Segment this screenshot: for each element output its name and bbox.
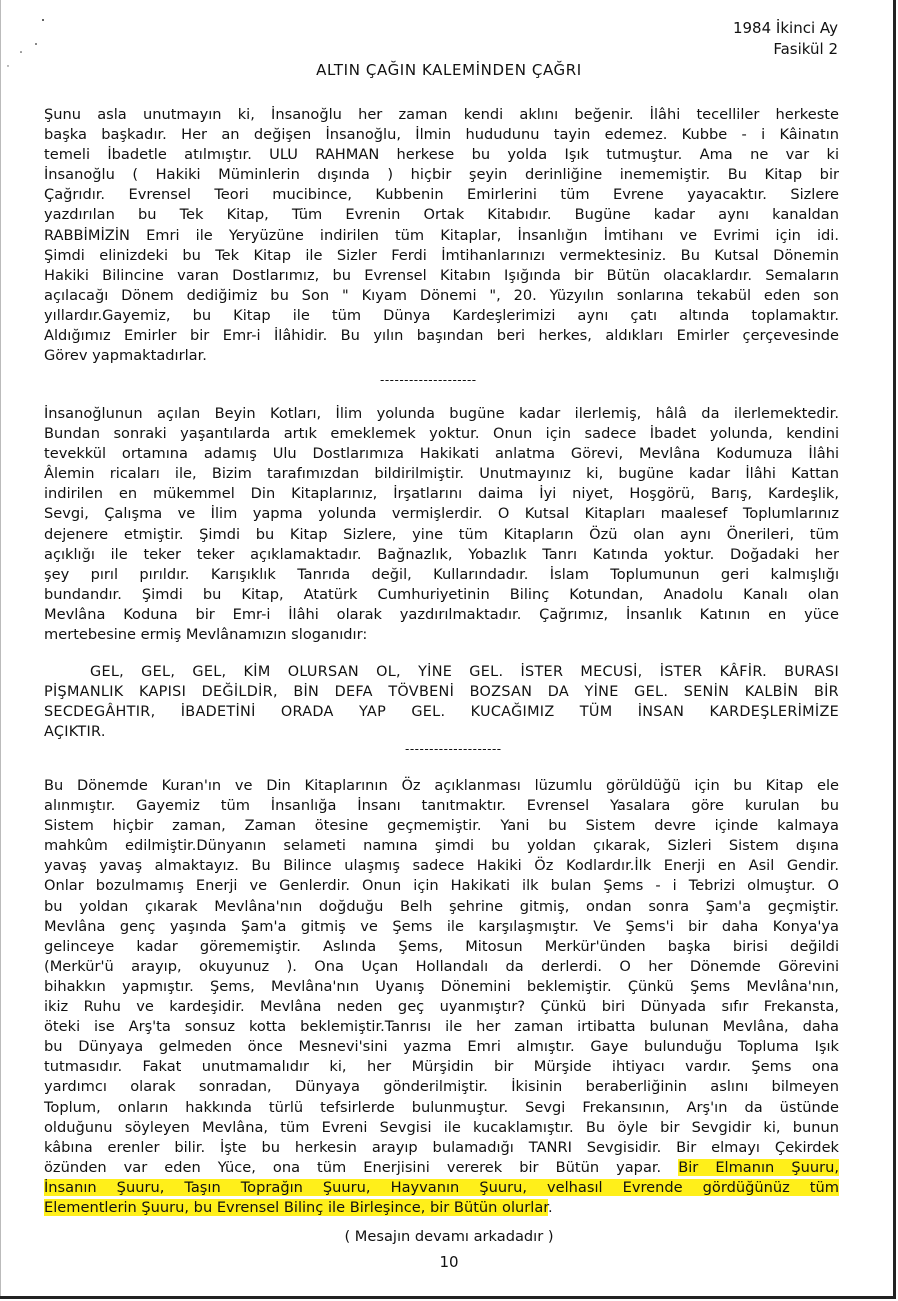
text-line: İnsanoğlu ( Hakiki Müminlerin dışında ) hiçbir şeyin derinliğine inememiştir. Bu Kitap bir	[44, 166, 839, 184]
continued-note: ( Mesajın devamı arkadadır )	[344, 1228, 554, 1245]
slogan-line: SECDEGÂHTIR, İBADETİNİ ORADA YAP GEL. KUCAĞIMIZ TÜM İNSAN KARDEŞLERİMİZE	[44, 704, 839, 721]
text-line: yardımcı olarak sonradan, Dünyaya gönderilmiştir. İkisinin beraberliğinin aslını bilmeyen	[44, 1078, 839, 1096]
slogan-line: GEL, GEL, GEL, KİM OLURSAN OL, YİNE GEL. İSTER MECUSİ, İSTER KÂFİR. BURASI	[90, 664, 839, 680]
text-line: kâbına erenler bilir. İşte bu herkesin arayıp bulamadığı TANRI Sevgisidir. Bir elmayı Çekirdek	[44, 1138, 839, 1156]
text-line: mahkûm edilmiştir.Dünyanın selameti namına şimdi bu yoldan çıkarak, Sizleri Sistem dışına	[44, 837, 839, 855]
paragraph-2	[44, 404, 839, 645]
text-line: Hakiki Bilincine varan Dostlarımız, bu Evrensel Kitabın Işığında bir Bütün olacaklardır. Semaların	[44, 266, 839, 284]
text-line: Aldığımız Emirler bir Emr-i İlâhidir. Bu yılın başından beri herkes, aldıkları Emirler çerçevesinde	[44, 327, 839, 345]
page-number: 10	[439, 1253, 459, 1271]
slogan-line: PİŞMANLIK KAPISI DEĞİLDİR, BİN DEFA TÖVBENİ BOZSAN DA YİNE GEL. SENİN KALBİN BİR	[44, 684, 839, 701]
issue-date: 1984 İkinci Ay	[732, 19, 838, 37]
text-line: ikiz Ruhu ve kardeşidir. Mevlâna neden geç uyanmıştır? Çünkü biri Dünyada sıfır Frekansta,	[44, 998, 839, 1016]
text-line: Onlar bozulmamış Enerji ve Genlerdir. Onun için Hakikati ilk bulan Şems - i Tebrizi olmuştur. O	[44, 877, 839, 895]
text-line: Toplum, onların hakkında türlü tefsirlerde bulunmuştur. Sevgi Frekansının, Arş'ın da üstünde	[44, 1098, 839, 1116]
text-line: yazdırılan bu Tek Kitap, Tüm Evrenin Ortak Kitabıdır. Bugüne kadar aynı kanaldan	[44, 206, 839, 224]
text-line: RABBİMİZİN Emri ile Yeryüzüne indirilen tüm Kitaplar, İnsanlığın İmtihanı ve Evrimi için idi.	[44, 226, 839, 244]
text-line: bu yoldan çıkarak Mevlâna'nın doğduğu Belh şehrine gitmiş, ondan sonra Şam'a geçmiştir.	[44, 897, 839, 915]
text-line: yavaş yavaş almaktayız. Bu Bilince ulaşmış sadece Hakiki Öz Kodlardır.İlk Enerji en Asil Gendir.	[44, 857, 839, 875]
text-line: tevekkül ortamına adamış Ulu Dostlarımıza Hakikati anlatma Görevi, Mevlâna Kodumuza İlâhi	[44, 445, 839, 463]
plain-text: özünden var eden Yüce, ona tüm Enerjisini vererek bir Bütün yapar.	[44, 1158, 679, 1176]
text-line: olduğunu söyleyen Mevlâna, tüm Evreni Sevgisi ile kucaklamıştır. Bu öyle bir Sevgidir ki, bunun	[44, 1118, 839, 1136]
text-line: alınmıştır. Gayemiz tüm İnsanlığa İnsanı tanıtmaktır. Evrensel Yasalara göre kurulan bu	[44, 797, 839, 815]
text-line	[44, 1158, 839, 1178]
text-line: İnsanoğlunun açılan Beyin Kotları, İlim yolunda bugüne kadar ilerlemiş, hâlâ da ilerlemektedir.	[44, 405, 839, 422]
slogan-line: AÇIKTIR.	[44, 724, 106, 741]
mevlana-slogan	[44, 662, 839, 742]
text-line: (Merkür'ü arayıp, okuyunuz ). Ona Uçan Hollandalı da derlerdi. O her Dönemde Görevini	[44, 957, 839, 975]
text-line: Bundan sonraki yaşantılarda artık emeklemek yoktur. Onun için sadece İbadet yolunda, kendini	[44, 425, 839, 443]
text-line: temeli İbadetle atılmıştır. ULU RAHMAN herkese bu yolda Işık tutmuştur. Ama ne var ki	[44, 146, 839, 164]
issue-header	[733, 18, 838, 60]
highlighted-text: İnsanın Şuuru, Taşın Toprağın Şuuru, Hayvanın Şuuru, velhasıl Evrende gördüğünüz tüm	[44, 1178, 839, 1196]
text-line: dejenere etmiştir. Şimdi bu Kitap Sizlere, yine tüm Kitapların Özü olan aynı Önerileri, tüm	[44, 525, 839, 543]
page-title: ALTIN ÇAĞIN KALEMİNDEN ÇAĞRI	[316, 61, 582, 79]
text-line: Şimdi elinizdeki bu Tek Kitap ile Sizler Ferdi İmtihanlarınızı vermektesiniz. Bu Kutsal Dönemin	[44, 246, 839, 264]
text-line: mertebesine ermiş Mevlânamızın sloganıdır:	[44, 626, 368, 644]
text-line: bundandır. Şimdi bu Kitap, Atatürk Cumhuriyetinin Bilinç Kotundan, Anadolu Kanalı olan	[44, 585, 839, 603]
text-line: yıllardır.Gayemiz, bu Kitap ile tüm Dünya Kardeşlerimizi aynı çatı altında toplamaktır.	[44, 306, 839, 324]
paragraph-1	[44, 105, 839, 366]
text-line: bu Dünyaya gelmeden önce Mesnevi'sini yazma Emri almıştır. Gaye bulunduğu Topluma Işık	[44, 1038, 839, 1056]
text-line: Âlemin ricaları ile, Bizim tarafımızdan bildirilmiştir. Unutmayınız ki, bugüne kadar İlâhi Kattan	[44, 465, 839, 483]
highlighted-text: Elementlerin Şuuru, bu Evrensel Bilinç ile Birleşince, bir Bütün olurlar	[44, 1198, 548, 1216]
text-line: Çağrıdır. Evrensel Teori mucibince, Kubbenin Emirlerini tüm Evrene yayacaktır. Sizlere	[44, 186, 839, 204]
text-line: Sevgi, Çalışma ve İlim yapma yolunda vermişlerdir. O Kutsal Kitapları maalesef Toplumlarınız	[44, 505, 839, 523]
text-line: açılacağı Dönem dediğimiz bu Son " Kıyam Dönemi ", 20. Yüzyılın sonlarına tekabül eden son	[44, 286, 839, 304]
text-line: Mevlâna genç yaşında Şam'a gitmiş ve Şems ile karşılaşmıştır. Ve Şems'i bir daha Konya'ya	[44, 917, 839, 935]
text-line: açıklığı ile teker teker açıklamaktadır. Bağnazlık, Yobazlık Tanrı Katında yoktur. Doğadaki her	[44, 545, 839, 563]
text-line: bihakkın yapmıştır. Şems, Mevlâna'nın Uyanış Dönemini beklemiştir. Çünkü Şems Mevlâna'nın,	[44, 977, 839, 995]
fascicle-number: Fasikül 2	[773, 40, 838, 58]
text-line: Şunu asla unutmayın ki, İnsanoğlu her zaman kendi aklını beğenir. İlâhi tecelliler herkeste	[44, 106, 839, 123]
highlighted-text: Bir Elmanın Şuuru,	[678, 1158, 839, 1176]
paragraph-3	[44, 776, 839, 1218]
text-line: indirilen en mükemmel Din Kitaplarınız, İrşatlarını daima İyi niyet, Hoşgörü, Barış, Kardeşlik,	[44, 485, 839, 503]
section-separator: --------------------	[405, 742, 502, 756]
text-line	[44, 1198, 839, 1218]
text-line: gelinceye kadar görememiştir. Aslında Şems, Mitosun Merkür'ünden başka birisi değildi	[44, 937, 839, 955]
text-line: Bu Dönemde Kuran'ın ve Din Kitaplarının Öz açıklanması lüzumlu görüldüğü için bu Kitap ele	[44, 777, 839, 794]
text-line: başka başkadır. Her an değişen İnsanoğlu, İlmin hududunu tayin edemez. Kubbe - i Kâinatın	[44, 126, 839, 144]
text-line: Görev yapmaktadırlar.	[44, 347, 207, 365]
text-line: öteki ise Arş'ta sonsuz kotta beklemiştir.Tanrısı ile her zaman irtibatta bulunan Mevlâna, daha	[44, 1018, 839, 1036]
text-line: Sistem hiçbir zaman, Zaman ötesine geçmemiştir. Yani bu Sistem devre içinde kalmaya	[44, 817, 839, 835]
text-line	[44, 1178, 839, 1198]
section-separator: --------------------	[380, 373, 477, 387]
text-line: Mevlâna Koduna bir Emr-i İlâhi olarak yazdırılmaktadır. Çağrımız, İnsanlık Katının en yüce	[44, 605, 839, 623]
plain-text: .	[547, 1198, 553, 1216]
text-line: şey pırıl pırıldır. Karışıklık Tanrıda değil, Kullarındadır. İslam Toplumunun geri kalmışlığı	[44, 565, 839, 583]
text-line: tutmasıdır. Fakat unutmamalıdır ki, her Mürşidin bir Mürşide ihtiyacı vardır. Şems ona	[44, 1058, 839, 1076]
